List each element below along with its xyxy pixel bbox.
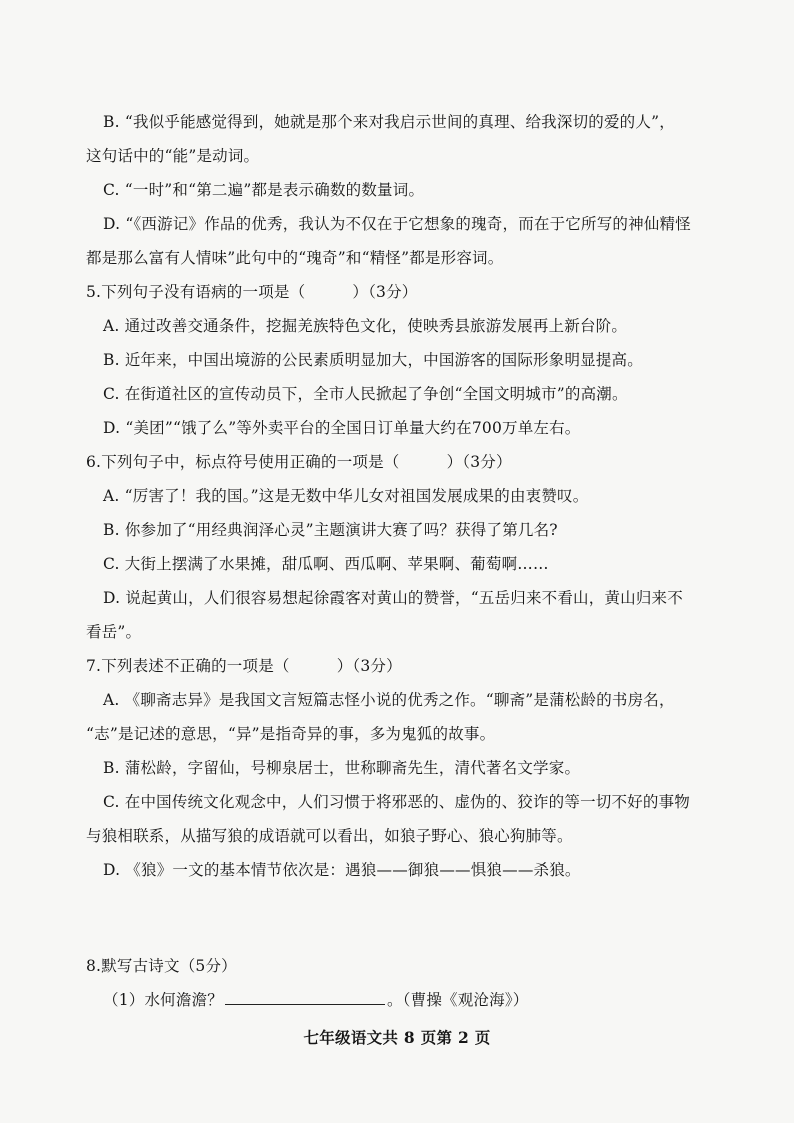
- q7-option-c-line1: C. 在中国传统文化观念中，人们习惯于将邪恶的、虚伪的、狡诈的等一切不好的事物: [103, 793, 690, 811]
- q6-option-c: C. 大街上摆满了水果摊，甜瓜啊、西瓜啊、苹果啊、葡萄啊……: [103, 555, 549, 573]
- question-5: 5.下列句子没有语病的一项是（ ）（3分）: [86, 283, 418, 301]
- q4-option-b-line2: 这句话中的“能”是动词。: [86, 147, 260, 165]
- q4-option-c: C. “一时”和“第二遍”都是表示确数的数量词。: [103, 181, 425, 199]
- question-6: 6.下列句子中，标点符号使用正确的一项是（ ）（3分）: [86, 453, 512, 471]
- q7-option-a-line1: A. 《聊斋志异》是我国文言短篇志怪小说的优秀之作。“聊斋”是蒲松龄的书房名，: [103, 691, 675, 709]
- q4-option-d-line1: D. “《西游记》作品的优秀，我认为不仅在于它想象的瑰奇，而在于它所写的神仙精怪: [103, 215, 691, 233]
- q8-item-1-suffix: 。（曹操《观沧海》）: [386, 991, 529, 1009]
- q5-option-c: C. 在街道社区的宣传动员下，全市人民掀起了争创“全国文明城市”的高潮。: [103, 385, 628, 403]
- q6-option-d-line2: 看岳”。: [86, 623, 142, 641]
- q5-option-a: A. 通过改善交通条件，挖掘羌族特色文化，使映秀县旅游发展再上新台阶。: [103, 317, 628, 335]
- q7-option-a-line2: “志”是记述的意思，“异”是指奇异的事，多为鬼狐的故事。: [86, 725, 496, 743]
- q6-option-a: A. “厉害了！我的国。”这是无数中华儿女对祖国发展成果的由衷赞叹。: [103, 487, 589, 505]
- page-footer: 七年级语文共 8 页第 2 页: [303, 1028, 491, 1047]
- q7-option-b: B. 蒲松龄，字留仙，号柳泉居士，世称聊斋先生，清代著名文学家。: [103, 759, 581, 777]
- q4-option-d-line2: 都是那么富有人情味”此句中的“瑰奇”和“精怪”都是形容词。: [86, 249, 504, 267]
- question-7: 7.下列表述不正确的一项是（ ）（3分）: [86, 657, 402, 675]
- q7-option-d: D. 《狼》一文的基本情节依次是：遇狼——御狼——惧狼——杀狼。: [103, 861, 581, 879]
- q7-option-c-line2: 与狼相联系，从描写狼的成语就可以看出，如狼子野心、狼心狗肺等。: [86, 827, 573, 845]
- q6-option-d-line1: D. 说起黄山，人们很容易想起徐霞客对黄山的赞誉，“五岳归来不看山，黄山归来不: [103, 589, 683, 607]
- q5-option-b: B. 近年来，中国出境游的公民素质明显加大，中国游客的国际形象明显提高。: [103, 351, 643, 369]
- q8-item-1-prefix: （1）水何澹澹？: [103, 991, 223, 1009]
- q5-option-d: D. “美团”“饿了么”等外卖平台的全国日订单量大约在700万单左右。: [103, 419, 581, 437]
- q4-option-b-line1: B. “我似乎能感觉得到，她就是那个来对我启示世间的真理、给我深切的爱的人”，: [103, 113, 675, 131]
- q6-option-b: B. 你参加了“用经典润泽心灵”主题演讲大赛了吗？获得了第几名?: [103, 521, 558, 539]
- question-8: 8.默写古诗文（5分）: [86, 957, 237, 975]
- answer-blank[interactable]: [225, 990, 385, 1005]
- q8-item-1: [103, 990, 528, 1010]
